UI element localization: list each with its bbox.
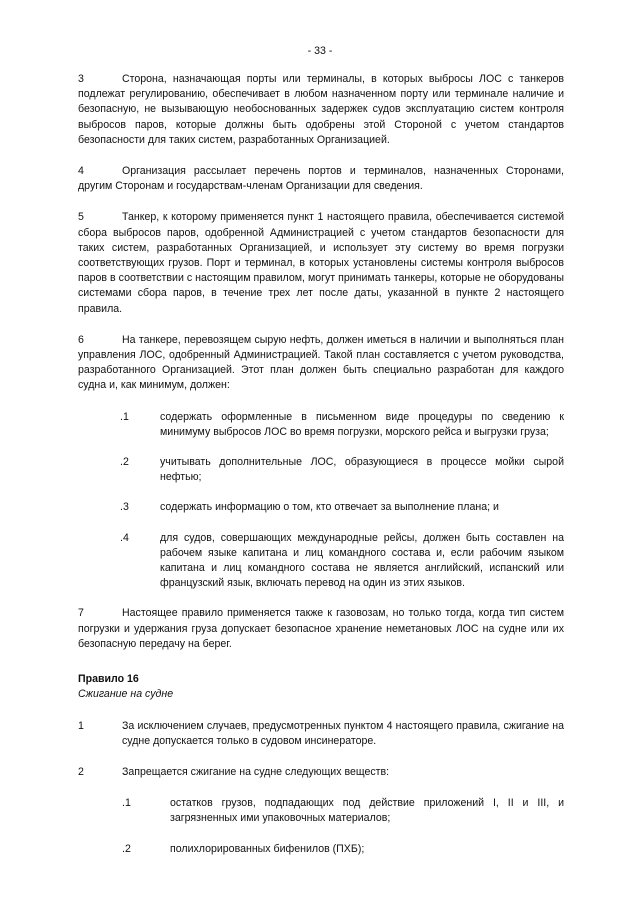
paragraph-number: 7 <box>78 607 84 620</box>
sub-item-number: .1 <box>122 797 131 810</box>
sub-item <box>78 796 564 826</box>
sub-item-number: .4 <box>120 531 129 544</box>
paragraph-text: Танкер, к которому применяется пункт 1 настоящего правила, обеспечивается системой сбора выбросов паров, одобренной Администрацией с учетом стандартов безопасности для таких систем, разработанных Организацией, и использует эту систему во время погрузки соответствующих грузов. Порт и терминал, в которых установлены системы контроля выбросов паров в соответствии с настоящим правилом, могут принимать танкеры, которые не оборудованы системами сбора паров, в течение трех лет после даты, указанной в пункте 2 настоящего правила. <box>78 211 564 315</box>
sub-item-number: .2 <box>122 842 131 855</box>
paragraph-number: 3 <box>78 73 84 85</box>
sub-item-text: учитывать дополнительные ЛОС, образующиеся в процессе мойки сырой нефтью; <box>160 456 564 484</box>
paragraph-number: 2 <box>78 765 84 778</box>
sub-item <box>78 500 564 515</box>
paragraph-text: Организация рассылает перечень портов и терминалов, назначенных Сторонами, другим Сторонам и государствам-членам Организации для сведения. <box>78 165 564 193</box>
paragraph-5 <box>78 210 564 316</box>
page-number: - 33 - <box>307 45 333 57</box>
rule-heading: Правило 16 <box>78 673 139 686</box>
paragraph-text: За исключением случаев, предусмотренных пунктом 4 настоящего правила, сжигание на судне допускается только в судовом инсинераторе. <box>122 719 564 747</box>
paragraph-number: 1 <box>78 719 84 732</box>
rule-subtitle: Сжигание на судне <box>78 688 174 701</box>
sub-item-text: содержать информацию о том, кто отвечает за выполнение плана; и <box>160 501 499 514</box>
paragraph-text: Настоящее правило применяется также к газовозам, но только тогда, когда тип систем погрузки и удержания груза допускает безопасное хранение неметановых ЛОС на судне или их безопасную передачу на берег. <box>78 607 564 650</box>
paragraph-3 <box>78 72 564 148</box>
paragraph-4 <box>78 164 564 194</box>
sub-item-text: остатков грузов, подпадающих под действие приложений I, II и III, и загрязненных ими упаковочных материалов; <box>170 797 564 825</box>
rule-paragraph-2 <box>78 765 564 780</box>
sub-item-number: .2 <box>120 456 129 469</box>
paragraph-text: Запрещается сжигание на судне следующих веществ: <box>122 765 390 778</box>
sub-item-number: .1 <box>120 410 129 423</box>
sub-item-text: для судов, совершающих международные рейсы, должен быть составлен на рабочем языке капитана и лиц командного состава и, если рабочим языком капитана и лиц командного состава не является английский, испанский или французский язык, включать перевод на один из этих языков. <box>160 531 564 590</box>
paragraph-text: Сторона, назначающая порты или терминалы, в которых выбросы ЛОС с танкеров подлежат регулированию, обеспечивает в любом назначенном порту или терминале наличие и безопасную, не вызывающую необоснованных задержек судов эксплуатацию систем контроля выбросов паров, которые должны быть одобрены этой Стороной с учетом стандартов безопасности для таких систем, разработанных Организацией. <box>78 73 564 146</box>
paragraph-number: 5 <box>78 211 84 224</box>
document-body <box>78 72 564 872</box>
sub-item-text: полихлорированных бифенилов (ПХБ); <box>170 842 365 855</box>
paragraph-text: На танкере, перевозящем сырую нефть, должен иметься в наличии и выполняться план управления ЛОС, одобренный Администрацией. Такой план составляется с учетом руководства, разработанного Организацией. Этот план должен быть специально разработан для каждого судна и, как минимум, должен: <box>78 333 564 392</box>
paragraph-7 <box>78 606 564 652</box>
sub-item <box>78 455 564 485</box>
paragraph-number: 4 <box>78 165 84 178</box>
sub-item-number: .3 <box>120 501 129 514</box>
sub-item-text: содержать оформленные в письменном виде процедуры по сведению к минимуму выбросов ЛОС во время погрузки, морского рейса и выгрузки груза; <box>160 410 564 438</box>
rule-paragraph-1 <box>78 719 564 749</box>
paragraph-6 <box>78 333 564 394</box>
sub-item <box>78 842 564 857</box>
sub-item <box>78 410 564 440</box>
paragraph-number: 6 <box>78 333 84 346</box>
sub-item <box>78 531 564 592</box>
